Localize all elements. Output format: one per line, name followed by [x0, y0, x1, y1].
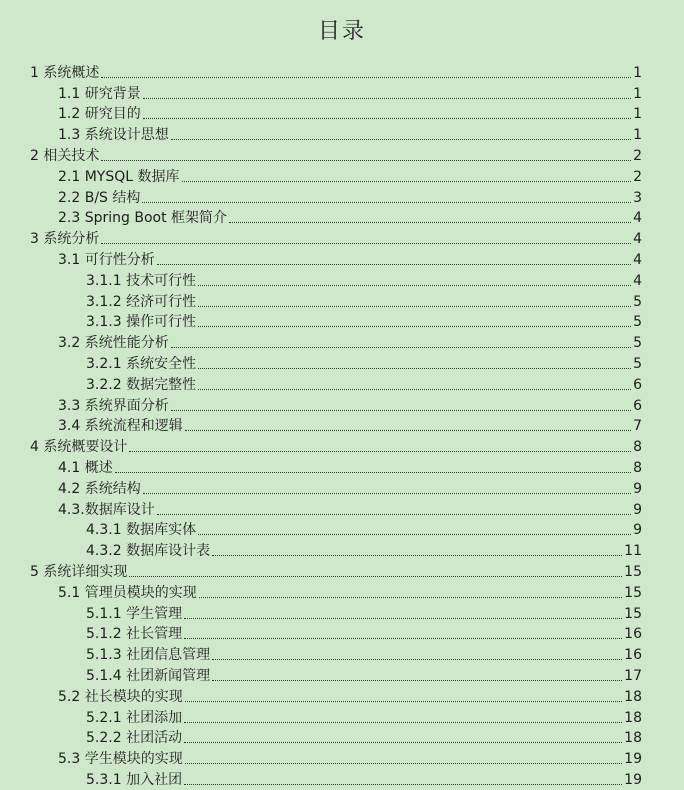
dot-leader [198, 306, 631, 307]
toc-entry [30, 227, 642, 248]
toc-entry-page: 15 [624, 605, 642, 622]
toc-entry [58, 477, 642, 498]
toc-entry-label: 5.2.1 社团添加 [86, 709, 183, 726]
toc-entry-label: 1 系统概述 [30, 64, 100, 81]
toc-entry-label: 3.2.1 系统安全性 [86, 355, 197, 372]
toc-entry-label: 5.1.2 社长管理 [86, 626, 183, 643]
dot-leader [184, 618, 622, 619]
toc-entry-label: 5.1 管理员模块的实现 [58, 584, 197, 601]
toc-entry [86, 539, 642, 560]
toc-entry [86, 519, 642, 540]
dot-leader [212, 680, 622, 681]
toc-entry [86, 290, 642, 311]
dot-leader [157, 264, 631, 265]
toc-entry [86, 664, 642, 685]
toc-entry-page: 18 [624, 709, 642, 726]
toc-entry-page: 16 [624, 626, 642, 643]
toc-entry-label: 2.2 B/S 结构 [58, 189, 141, 206]
toc-entry [86, 269, 642, 290]
toc-entry-page: 1 [633, 127, 642, 144]
toc-entry-label: 3.2.2 数据完整性 [86, 376, 197, 393]
toc-entry [86, 602, 642, 623]
toc-entry [58, 456, 642, 477]
toc-entry-label: 2.3 Spring Boot 框架简介 [58, 210, 228, 227]
dot-leader [212, 659, 622, 660]
dot-leader [129, 451, 631, 452]
toc-entry [30, 144, 642, 165]
toc-entry-page: 9 [633, 501, 642, 518]
toc-entry-label: 2 相关技术 [30, 147, 100, 164]
toc-entry-page: 5 [633, 293, 642, 310]
dot-leader [199, 597, 622, 598]
toc-entry [58, 207, 642, 228]
toc-entry [58, 103, 642, 124]
dot-leader [212, 555, 622, 556]
toc-entry-page: 8 [633, 439, 642, 456]
dot-leader [184, 638, 622, 639]
toc-entry-page: 1 [633, 64, 642, 81]
toc-entry-page: 9 [633, 480, 642, 497]
dot-leader [198, 534, 631, 535]
toc-entry-label: 3.1.3 操作可行性 [86, 314, 197, 331]
toc-entry-label: 5.2.2 社团活动 [86, 730, 183, 747]
toc-entry-page: 8 [633, 459, 642, 476]
dot-leader [184, 742, 622, 743]
toc-entry-label: 3 系统分析 [30, 231, 100, 248]
dot-leader [184, 722, 622, 723]
dot-leader [115, 472, 631, 473]
toc-entry-label: 5.2 社长模块的实现 [58, 688, 183, 705]
toc-entry-page: 6 [633, 397, 642, 414]
dot-leader [229, 222, 631, 223]
dot-leader [142, 202, 631, 203]
toc-entry-label: 1.3 系统设计思想 [58, 127, 169, 144]
toc-entry-page: 3 [633, 189, 642, 206]
toc-entry-page: 5 [633, 335, 642, 352]
toc-entry [58, 82, 642, 103]
toc-entry-page: 4 [633, 251, 642, 268]
toc-entry [86, 768, 642, 789]
toc-entry [86, 373, 642, 394]
dot-leader [198, 285, 631, 286]
dot-leader [143, 493, 631, 494]
toc-entry-page: 19 [624, 771, 642, 788]
toc-entry-label: 2.1 MYSQL 数据库 [58, 168, 180, 185]
dot-leader [185, 701, 622, 702]
toc-entry-page: 1 [633, 106, 642, 123]
dot-leader [143, 118, 631, 119]
toc-entry-page: 4 [633, 231, 642, 248]
toc-entry-page: 18 [624, 730, 642, 747]
toc-entry [30, 61, 642, 82]
toc-entry-page: 5 [633, 314, 642, 331]
toc-entry [58, 123, 642, 144]
toc-entry [58, 248, 642, 269]
toc-entry-page: 11 [624, 543, 642, 560]
toc-entry [58, 165, 642, 186]
dot-leader [198, 368, 631, 369]
toc-entry-label: 3.2 系统性能分析 [58, 335, 169, 352]
toc-entry-label: 3.4 系统流程和逻辑 [58, 418, 183, 435]
toc-entry [58, 747, 642, 768]
dot-leader [171, 410, 631, 411]
dot-leader [157, 514, 631, 515]
toc-entry-label: 4.2 系统结构 [58, 480, 141, 497]
toc-entry [58, 415, 642, 436]
toc-entry-label: 1.1 研究背景 [58, 85, 141, 102]
toc-entry-label: 5.3 学生模块的实现 [58, 751, 183, 768]
toc-entry-label: 4 系统概要设计 [30, 439, 128, 456]
toc-entry-label: 1.2 研究目的 [58, 106, 141, 123]
toc-entry-page: 4 [633, 210, 642, 227]
toc-entry-page: 19 [624, 751, 642, 768]
dot-leader [185, 763, 622, 764]
dot-leader [198, 326, 631, 327]
toc-entry [86, 727, 642, 748]
toc-entry [30, 435, 642, 456]
toc-entry [86, 643, 642, 664]
toc-entry-label: 3.3 系统界面分析 [58, 397, 169, 414]
toc-entry-page: 18 [624, 688, 642, 705]
toc-entry-page: 16 [624, 647, 642, 664]
dot-leader [101, 243, 631, 244]
dot-leader [182, 181, 632, 182]
toc-entry-page: 17 [624, 667, 642, 684]
toc-entry-label: 3.1 可行性分析 [58, 251, 155, 268]
dot-leader [184, 784, 622, 785]
dot-leader [198, 389, 631, 390]
toc-entry-label: 5.1.3 社团信息管理 [86, 647, 211, 664]
toc-entry-page: 9 [633, 522, 642, 539]
toc-entry-page: 15 [624, 563, 642, 580]
dot-leader [171, 139, 631, 140]
dot-leader [101, 77, 631, 78]
toc-entry [30, 560, 642, 581]
toc-title: 目录 [317, 19, 366, 44]
toc-entry-page: 2 [633, 147, 642, 164]
toc-entry-page: 2 [633, 168, 642, 185]
toc-entry [58, 581, 642, 602]
toc-entry-label: 5.1.1 学生管理 [86, 605, 183, 622]
dot-leader [171, 347, 631, 348]
dot-leader [129, 576, 622, 577]
toc-entry-label: 4.3.1 数据库实体 [86, 522, 197, 539]
toc-entry-page: 1 [633, 85, 642, 102]
toc-entry-label: 4.1 概述 [58, 459, 113, 476]
toc-entry-page: 7 [633, 418, 642, 435]
toc-entry-page: 15 [624, 584, 642, 601]
toc-entry [86, 623, 642, 644]
toc-entry [58, 186, 642, 207]
dot-leader [185, 430, 631, 431]
toc-entry-label: 4.3.数据库设计 [58, 501, 155, 518]
toc-entry [86, 706, 642, 727]
toc-entry-page: 4 [633, 272, 642, 289]
toc-entry [58, 331, 642, 352]
toc-entry [86, 311, 642, 332]
dot-leader [143, 98, 631, 99]
toc-entry-label: 5.3.1 加入社团 [86, 771, 183, 788]
toc-entry [58, 394, 642, 415]
toc-entry-label: 3.1.1 技术可行性 [86, 272, 197, 289]
toc-entry-label: 5 系统详细实现 [30, 563, 128, 580]
toc-entry-label: 4.3.2 数据库设计表 [86, 543, 211, 560]
toc-entry-label: 5.1.4 社团新闻管理 [86, 667, 211, 684]
toc-entry [58, 685, 642, 706]
toc-entry [86, 352, 642, 373]
toc-entry [58, 498, 642, 519]
toc-entry-label: 3.1.2 经济可行性 [86, 293, 197, 310]
dot-leader [101, 160, 631, 161]
toc-entry-page: 5 [633, 355, 642, 372]
toc-entry-page: 6 [633, 376, 642, 393]
